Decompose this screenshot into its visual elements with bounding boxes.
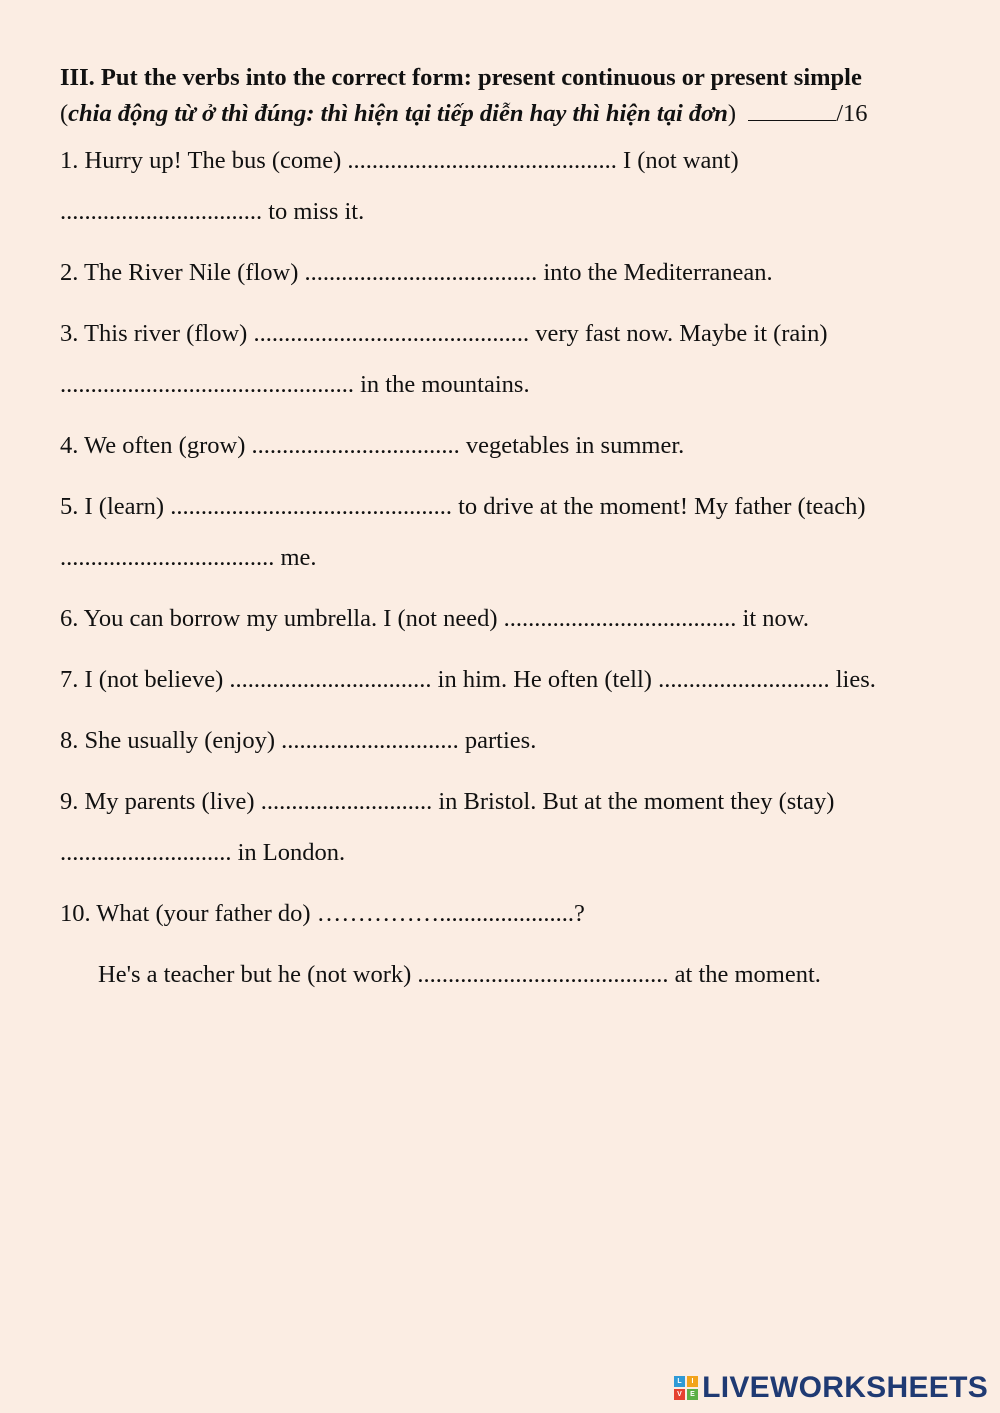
liveworksheets-logo-text: LIVEWORKSHEETS — [702, 1371, 988, 1404]
subtitle-vietnamese: chia động từ ở thì đúng: thì hiện tại tiếp diễn hay thì hiện tại đơn — [68, 100, 728, 127]
question-10-line-2: He's a teacher but he (not work) ......................................... at the moment. — [98, 961, 821, 988]
logo-mark-tile: L — [674, 1376, 685, 1387]
logo-mark-tile: I — [687, 1376, 698, 1387]
open-paren: ( — [60, 100, 69, 127]
question-5-line-1: 5. I (learn) .............................................. to drive at the moment! My father (teach) — [60, 493, 866, 520]
question-2: 2. The River Nile (flow) ...................................... into the Mediterranean. — [60, 259, 773, 286]
question-8: 8. She usually (enjoy) ............................. parties. — [60, 727, 537, 754]
exercise-subtitle — [60, 96, 960, 132]
close-paren: ) — [727, 100, 737, 127]
question-3-line-2: ................................................ in the mountains. — [60, 371, 530, 398]
score-blank — [748, 100, 836, 121]
logo-mark-tile: V — [674, 1389, 685, 1400]
question-1-line-1: 1. Hurry up! The bus (come) ............................................ I (not want) — [60, 147, 739, 174]
logo-mark-tile: E — [687, 1389, 698, 1400]
question-7: 7. I (not believe) ................................. in him. He often (tell) ............................ lies. — [60, 666, 876, 693]
exercise-title: III. Put the verbs into the correct form: present continuous or present simple — [60, 64, 862, 91]
question-1-line-2: ................................. to miss it. — [60, 198, 365, 225]
question-6: 6. You can borrow my umbrella. I (not need) ...................................... it now. — [60, 605, 809, 632]
question-4: 4. We often (grow) .................................. vegetables in summer. — [60, 432, 685, 459]
liveworksheets-logo-icon — [674, 1376, 698, 1400]
liveworksheets-logo[interactable] — [674, 1371, 988, 1405]
question-5-line-2: ................................... me. — [60, 544, 317, 571]
question-9-line-2: ............................ in London. — [60, 839, 346, 866]
worksheet — [60, 60, 960, 988]
question-9-line-1: 9. My parents (live) ............................ in Bristol. But at the moment they (stay) — [60, 788, 835, 815]
score-total: /16 — [836, 100, 868, 127]
question-10-line-1: 10. What (your father do) ……………......................? — [60, 900, 585, 927]
question-3-line-1: 3. This river (flow) ............................................. very fast now. Maybe it (rain) — [60, 320, 828, 347]
